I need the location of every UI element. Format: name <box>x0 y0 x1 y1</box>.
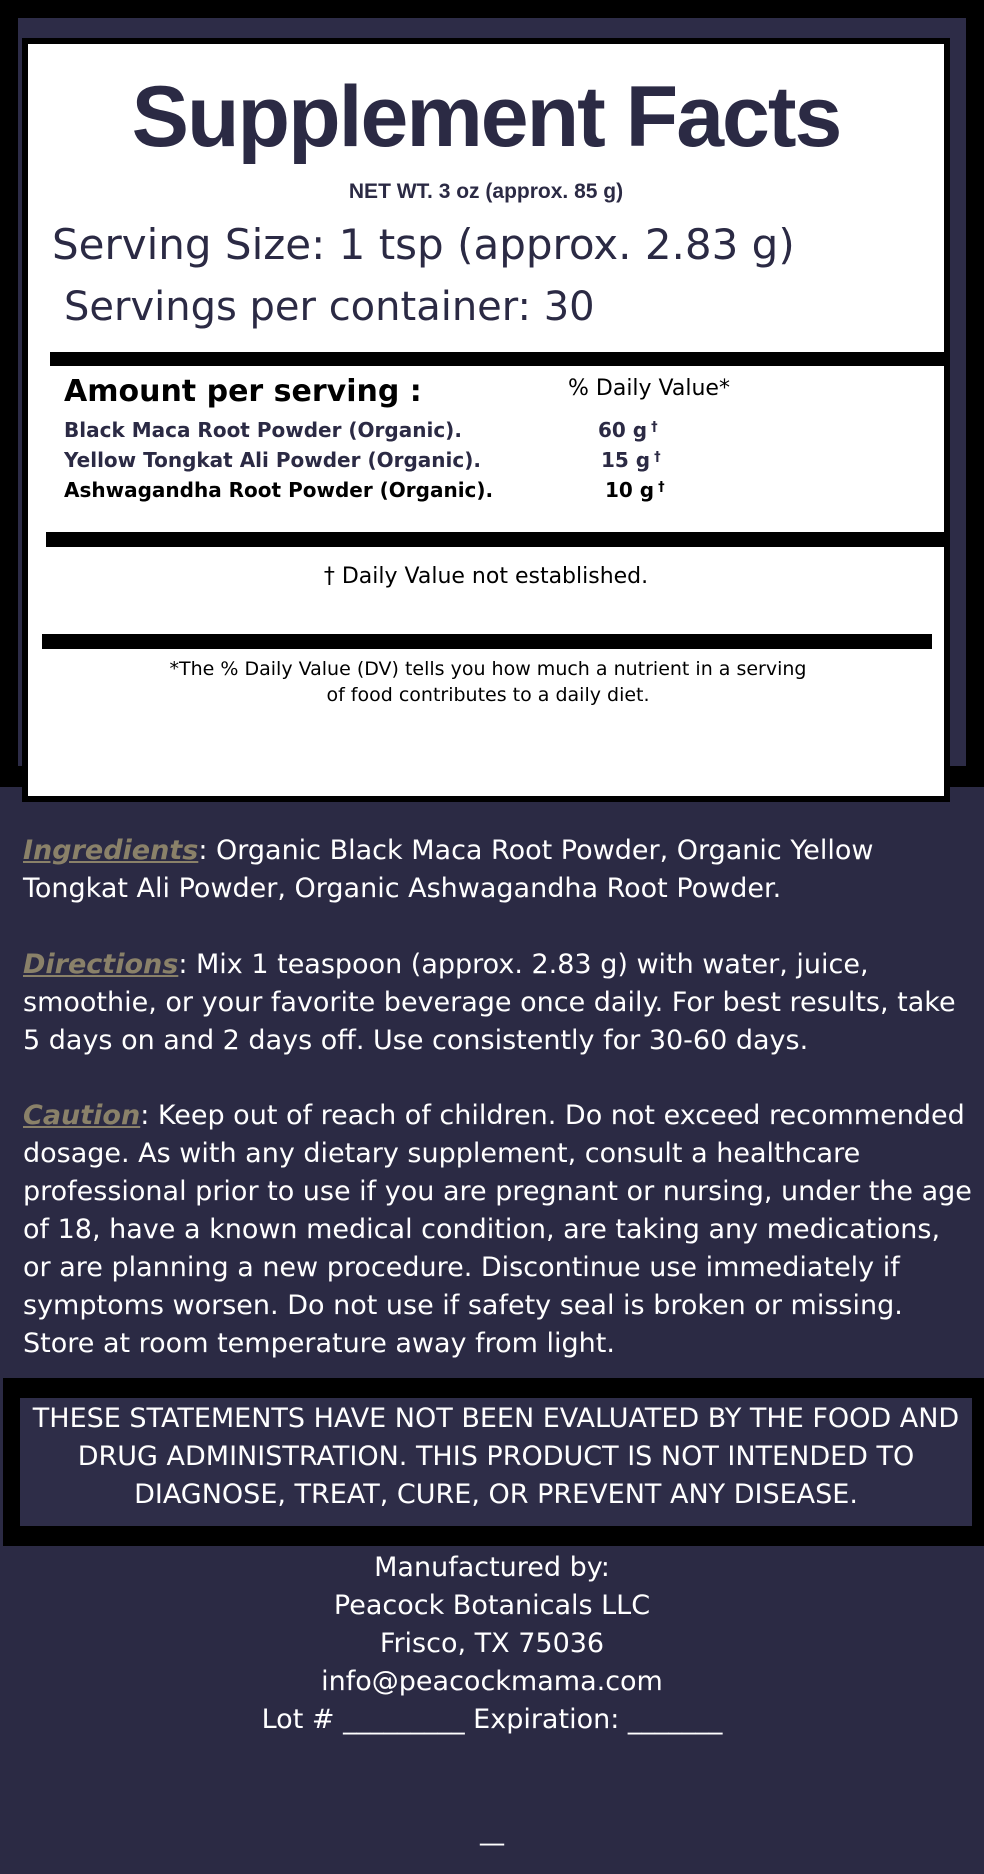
manufacturer-block <box>0 1549 984 1739</box>
manufacturer-label: Manufactured by: <box>374 1552 610 1583</box>
dv-footnote <box>148 657 828 708</box>
directions-label: Directions <box>23 949 179 980</box>
net-weight: NET WT. 3 oz (approx. 85 g) <box>348 180 624 203</box>
ingredient-amount <box>601 448 661 472</box>
amount-value: 15 g <box>601 448 651 472</box>
daily-value-header: % Daily Value* <box>568 376 730 401</box>
amount-per-serving-header: Amount per serving : <box>64 374 422 409</box>
dagger-mark: † <box>654 450 661 465</box>
caution-section <box>23 1097 973 1363</box>
manufacturer-name: Peacock Botanicals LLC <box>333 1590 651 1621</box>
caution-text: : Keep out of reach of children. Do not exceed recommended dosage. As with any dietary supplement, consult a healthcare professional prior to use if you are pregnant or nursing, under the age of 18, have a known medical condition, are taking any medications, or are planning a new procedure. Discontinue use immediately if symptoms worsen. Do not use if safety seal is broken or missing. Store at room temperature away from light. <box>23 1100 972 1359</box>
dv-footnote-line: *The % Daily Value (DV) tells you how much a nutrient in a serving <box>169 658 807 680</box>
manufacturer-location: Frisco, TX 75036 <box>379 1628 605 1659</box>
ingredient-name: Yellow Tongkat Ali Powder (Organic). <box>64 448 481 472</box>
divider-bar <box>42 634 932 649</box>
directions-section <box>23 946 973 1060</box>
dagger-mark: † <box>651 420 658 435</box>
directions-text: : Mix 1 teaspoon (approx. 2.83 g) with water, juice, smoothie, or your favorite beverage once daily. For best results, take 5 days on and 2 days off. Use consistently for 30-60 days. <box>23 949 956 1056</box>
caution-label: Caution <box>23 1100 141 1131</box>
facts-title: Supplement Facts <box>131 69 841 165</box>
fda-statement: THESE STATEMENTS HAVE NOT BEEN EVALUATED BY THE FOOD AND DRUG ADMINISTRATION. THIS PRODUCT IS NOT INTENDED TO DIAGNOSE, TREAT, CURE, OR PREVENT ANY DISEASE. <box>32 1403 960 1510</box>
ingredient-amount <box>598 418 658 442</box>
amount-value: 60 g <box>598 418 648 442</box>
servings-per-container: Servings per container: 30 <box>64 284 595 330</box>
dv-not-established-note: † Daily Value not established. <box>323 564 649 589</box>
dv-footnote-line: of food contributes to a daily diet. <box>326 683 650 706</box>
divider-bar <box>46 532 950 547</box>
manufacturer-email: info@peacockmama.com <box>321 1666 663 1697</box>
ingredient-name: Black Maca Root Powder (Organic). <box>64 418 462 442</box>
dagger-mark: † <box>658 480 665 495</box>
serving-size: Serving Size: 1 tsp (approx. 2.83 g) <box>52 220 795 269</box>
ingredients-label: Ingredients <box>23 835 199 866</box>
ingredient-amount <box>605 478 665 502</box>
ingredient-name: Ashwagandha Root Powder (Organic). <box>64 478 494 502</box>
amount-value: 10 g <box>605 478 655 502</box>
supplement-facts-panel <box>22 38 950 802</box>
divider-bar <box>50 352 950 366</box>
ingredients-section <box>23 832 973 908</box>
lot-expiration: Lot # _________ Expiration: _______ <box>261 1704 723 1735</box>
footer-mark: — <box>478 1828 506 1859</box>
ingredients-text: : Organic Black Maca Root Powder, Organic Yellow Tongkat Ali Powder, Organic Ashwagandha Root Powder. <box>23 835 874 904</box>
